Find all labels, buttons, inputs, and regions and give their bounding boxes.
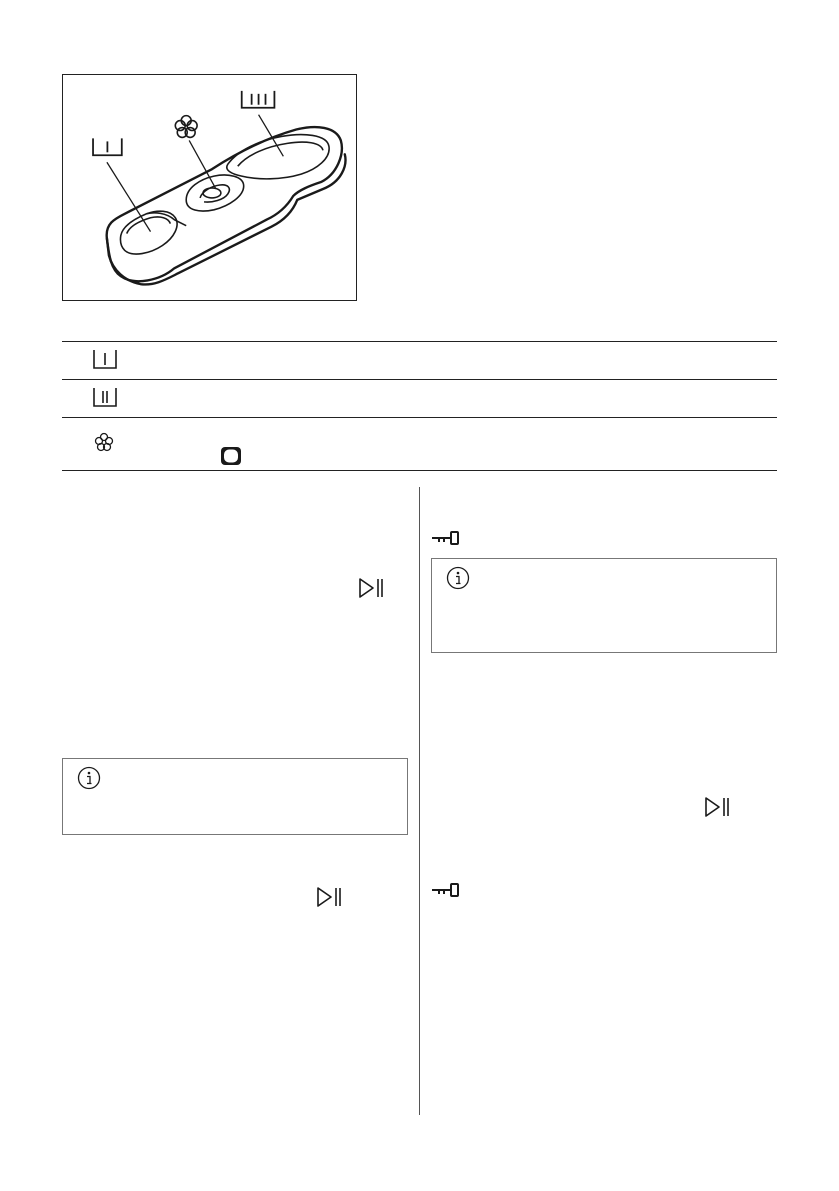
legend-row-main-wash bbox=[62, 379, 777, 417]
start-pause-icon bbox=[356, 576, 386, 600]
info-note-left bbox=[62, 758, 408, 835]
main-wash-compartment-icon bbox=[92, 386, 118, 408]
softener-compartment-icon bbox=[94, 432, 114, 452]
info-icon bbox=[446, 566, 470, 590]
prewash-compartment-icon bbox=[92, 348, 118, 370]
start-pause-icon bbox=[314, 885, 344, 909]
child-lock-key-icon bbox=[431, 882, 461, 898]
info-icon bbox=[77, 766, 101, 790]
compartment-legend-table bbox=[62, 341, 777, 471]
main-wash-compartment-icon bbox=[242, 91, 275, 108]
start-pause-icon bbox=[702, 795, 732, 819]
child-lock-key-icon bbox=[431, 530, 461, 546]
info-note-right bbox=[431, 558, 777, 653]
column-divider bbox=[419, 487, 420, 1115]
dispenser-drawer-figure bbox=[62, 74, 357, 301]
legend-row-prewash bbox=[62, 341, 777, 379]
legend-row-softener bbox=[62, 417, 777, 471]
softener-compartment-icon bbox=[175, 116, 197, 138]
prewash-compartment-icon bbox=[93, 138, 122, 155]
dispenser-drawer-illustration bbox=[63, 75, 356, 300]
max-level-marker-icon bbox=[220, 446, 242, 466]
